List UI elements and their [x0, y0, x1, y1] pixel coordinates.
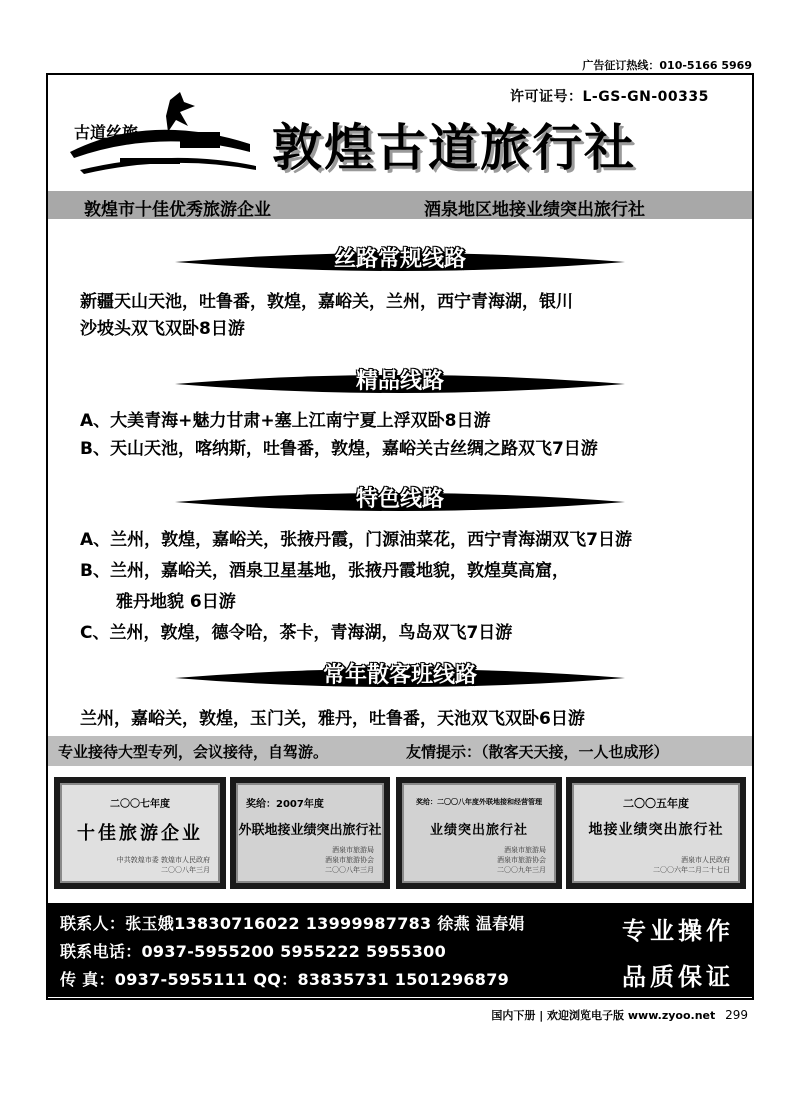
contact-block: [48, 903, 752, 997]
section-premium-routes: [0, 362, 800, 398]
route-line: A、兰州，敦煌，嘉峪关，张掖丹霞，门源油菜花，西宁青海湖双飞7日游: [80, 530, 632, 550]
honor-1: 敦煌市十佳优秀旅游企业: [84, 200, 271, 220]
certificate-issuer: 酒泉市旅游局 酒泉市旅游协会 二〇〇八年三月: [325, 846, 374, 874]
certificate-issuer: 酒泉市旅游局 酒泉市旅游协会 二〇〇九年三月: [497, 846, 546, 874]
section-title: 丝路常规线路: [333, 247, 466, 272]
contact-fax: 传 真：0937-5955111 QQ：83835731 1501296879: [60, 970, 510, 989]
slogan-quality: 品质保证: [622, 962, 734, 991]
honor-2: 酒泉地区地接业绩突出旅行社: [424, 200, 645, 220]
certificate-year: 二〇〇七年度: [110, 799, 170, 810]
certificate: [396, 777, 562, 889]
service-text: 专业接待大型专列，会议接待，自驾游。: [58, 743, 329, 761]
certificate-issuer: 中共敦煌市委 敦煌市人民政府 二〇〇八年三月: [116, 856, 210, 874]
certificate-year: 奖给：二〇〇八年度外联地接和经营管理: [416, 798, 542, 806]
certificate: [54, 777, 226, 889]
company-logo: [60, 92, 260, 182]
certificate-title: 业绩突出旅行社: [429, 823, 528, 838]
route-line: B、天山天池，喀纳斯，吐鲁番，敦煌，嘉峪关古丝绸之路双飞7日游: [80, 439, 598, 459]
route-line: B、兰州，嘉峪关，酒泉卫星基地，张掖丹霞地貌，敦煌莫高窟，: [80, 561, 569, 581]
contact-phones: 联系电话：0937-5955200 5955222 5955300: [60, 942, 447, 961]
route-line: 雅丹地貌 6日游: [116, 592, 236, 612]
logo-text: 古道丝旅: [74, 123, 139, 142]
ad-hotline: 广告征订热线：010-5166 5969: [582, 59, 752, 72]
contact-persons: 联系人：张玉娥13830716022 13999987783 徐燕 温春娟: [60, 914, 525, 933]
route-line: 新疆天山天池，吐鲁番，敦煌，嘉峪关，兰州，西宁青海湖，银川: [80, 292, 573, 312]
friendly-tip: 友情提示：（散客天天接，一人也成形）: [406, 743, 669, 761]
route-line: 兰州，嘉峪关，敦煌，玉门关，雅丹，吐鲁番，天池双飞双卧6日游: [80, 709, 585, 729]
section-title: 常年散客班线路: [322, 663, 477, 688]
certificate-issuer: 酒泉市人民政府 二〇〇六年二月二十七日: [653, 856, 730, 874]
certificate-year: 二〇〇五年度: [623, 797, 689, 810]
certificate-title: 外联地接业绩突出旅行社: [238, 823, 382, 838]
certificate: [230, 777, 390, 889]
company-name: 敦煌古道旅行社: [272, 119, 636, 177]
page-number: 299: [725, 1008, 748, 1022]
certificate-title: 十佳旅游企业: [77, 823, 203, 844]
slogan-professional: 专业操作: [622, 916, 734, 945]
route-line: 沙坡头双飞双卧8日游: [80, 319, 245, 339]
license-number: 许可证号：L-GS-GN-00335: [510, 89, 709, 105]
honor-bar: [48, 191, 752, 219]
certificate: [566, 777, 746, 889]
footer-text: 国内下册 | 欢迎浏览电子版 www.zyoo.net: [491, 1009, 716, 1022]
certificate-title: 地接业绩突出旅行社: [588, 822, 724, 838]
page-footer: [491, 1007, 748, 1023]
section-scheduled-routes: [0, 656, 800, 692]
section-regular-routes: [0, 240, 800, 276]
service-bar: [48, 736, 752, 766]
route-line: A、大美青海+魅力甘肃+塞上江南宁夏上浮双卧8日游: [80, 411, 491, 431]
section-title: 精品线路: [355, 369, 444, 394]
route-line: C、兰州，敦煌，德令哈，茶卡，青海湖，鸟岛双飞7日游: [80, 623, 513, 643]
certificate-year: 奖给：2007年度: [246, 799, 324, 810]
section-feature-routes: [0, 480, 800, 516]
section-title: 特色线路: [355, 487, 444, 512]
